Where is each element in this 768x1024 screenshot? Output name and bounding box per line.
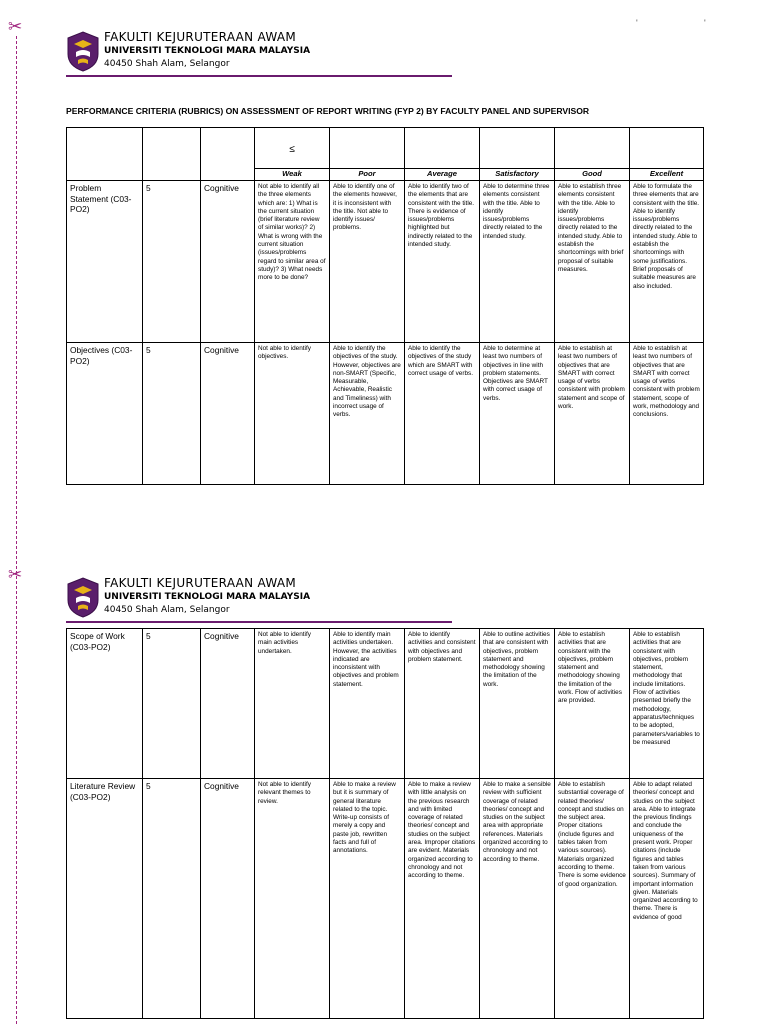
domain-cell: Cognitive bbox=[201, 181, 255, 343]
descriptor-satisfactory: Able to determine at least two numbers of objectives in line with problem statements. Objectives are SMART with correct usage of verbs. bbox=[480, 343, 555, 485]
university-address: 40450 Shah Alam, Selangor bbox=[104, 605, 230, 615]
scissors-icon: ✂ bbox=[8, 565, 23, 584]
criterion-cell: Scope of Work (C03-PO2) bbox=[67, 629, 143, 779]
domain-cell: Cognitive bbox=[201, 629, 255, 779]
letterhead bbox=[66, 30, 456, 82]
rubric-table-page-1 bbox=[66, 127, 704, 485]
table-row bbox=[67, 779, 704, 1019]
descriptor-excellent: Able to establish activities that are consistent with objectives, problem statement, methodology that include limitations. Flow of activities presented briefly the methodology, apparatus/techniques to be adopted, parameters/variables to be measured bbox=[630, 629, 704, 779]
criterion-cell: Objectives (C03-PO2) bbox=[67, 343, 143, 485]
header-cell bbox=[480, 128, 555, 169]
university-address: 40450 Shah Alam, Selangor bbox=[104, 59, 230, 69]
faculty-name: FAKULTI KEJURUTERAAN AWAM bbox=[104, 576, 297, 590]
table-header-row bbox=[67, 128, 704, 169]
descriptor-poor: Able to identify one of the elements however, it is inconsistent with the title. Not able to identify issues/ problems. bbox=[330, 181, 405, 343]
descriptor-excellent: Able to formulate the three elements that are consistent with the title. Able to identify issues/problems directly related to the intended study. Able to establish the shortcomings with some justifications. Brief proposals of suitable measures are also included. bbox=[630, 181, 704, 343]
descriptor-weak: Not able to identify objectives. bbox=[255, 343, 330, 485]
descriptor-poor: Able to make a review but it is summary of general literature related to the topic. Write-up consists of merely a copy and paste job, rewritten facts and full of annotations. bbox=[330, 779, 405, 1019]
descriptor-weak: Not able to identify main activities undertaken. bbox=[255, 629, 330, 779]
domain-cell: Cognitive bbox=[201, 343, 255, 485]
header-cell bbox=[405, 128, 480, 169]
document-title: PERFORMANCE CRITERIA (RUBRICS) ON ASSESSMENT OF REPORT WRITING (FYP 2) BY FACULTY PANEL AND SUPERVISOR bbox=[66, 106, 590, 116]
cut-line bbox=[16, 36, 17, 1024]
table-row bbox=[67, 629, 704, 779]
university-logo-icon bbox=[66, 30, 100, 72]
descriptor-weak: Not able to identify relevant themes to review. bbox=[255, 779, 330, 1019]
descriptor-weak: Not able to identify all the three elements which are: 1) What is the current situation (brief literature review of similar works)? 2) What is wrong with the current situation (issues/problems regard to similar area of study)? 3) What needs more to be done? bbox=[255, 181, 330, 343]
domain-cell: Cognitive bbox=[201, 779, 255, 1019]
descriptor-average: Able to identify the objectives of the study which are SMART with correct usage of verbs. bbox=[405, 343, 480, 485]
table-row bbox=[67, 343, 704, 485]
university-name: UNIVERSITI TEKNOLOGI MARA MALAYSIA bbox=[104, 592, 311, 602]
descriptor-satisfactory: Able to make a sensible review with sufficient coverage of related theories/ concept and studies on the subject area with appropriate references. Materials organized according to chronology and not according to theme. bbox=[480, 779, 555, 1019]
descriptor-excellent: Able to adapt related theories/ concept and studies on the subject area. Able to integrate the previous findings and conclude the uniqueness of the present work. Proper citations (include figures and tables taken from various sources). Summary of important information given. Materials organized according to theme. There is evidence of good bbox=[630, 779, 704, 1019]
level-weak: Weak bbox=[255, 169, 330, 181]
descriptor-good: Able to establish three elements consistent with the title. Able to identify issues/problems directly related to the intended study. Able to establish the shortcomings with brief proposal of suitable measures. bbox=[555, 181, 630, 343]
header-divider bbox=[66, 621, 452, 623]
mark-cell: 5 bbox=[143, 779, 201, 1019]
university-name: UNIVERSITI TEKNOLOGI MARA MALAYSIA bbox=[104, 46, 311, 56]
descriptor-poor: Able to identify main activities undertaken. However, the activities indicated are inconsistent with objectives and problem statement. bbox=[330, 629, 405, 779]
criterion-cell: Literature Review (C03-PO2) bbox=[67, 779, 143, 1019]
faculty-name: FAKULTI KEJURUTERAAN AWAM bbox=[104, 30, 297, 44]
mark-cell: 5 bbox=[143, 629, 201, 779]
mark-cell: 5 bbox=[143, 181, 201, 343]
descriptor-satisfactory: Able to outline activities that are consistent with objectives, problem statement and methodology showing the limitation of the work. bbox=[480, 629, 555, 779]
descriptor-good: Able to establish activities that are consistent with the objectives, problem statement and methodology showing the limitation of the work. Flow of activities are provided. bbox=[555, 629, 630, 779]
header-divider bbox=[66, 75, 452, 77]
descriptor-average: Able to identify two of the elements that are consistent with the title. There is evidence of issues/problems highlighted but indirectly related to the intended study. bbox=[405, 181, 480, 343]
descriptor-excellent: Able to establish at least two numbers of objectives that are SMART with correct usage of verbs consistent with problem statement, scope of work, methodology and conclusions. bbox=[630, 343, 704, 485]
header-cell-symbol: ≤ bbox=[255, 128, 330, 169]
level-good: Good bbox=[555, 169, 630, 181]
header-cell-mark bbox=[143, 128, 201, 181]
scissors-icon: ✂ bbox=[8, 17, 23, 36]
level-excellent: Excellent bbox=[630, 169, 704, 181]
level-poor: Poor bbox=[330, 169, 405, 181]
decorative-dot: ' bbox=[636, 18, 638, 28]
table-row bbox=[67, 181, 704, 343]
decorative-dot: ' bbox=[704, 18, 706, 28]
mark-cell: 5 bbox=[143, 343, 201, 485]
criterion-cell: Problem Statement (C03-PO2) bbox=[67, 181, 143, 343]
descriptor-satisfactory: Able to determine three elements consistent with the title. Able to identify issues/problems directly related to the intended study. bbox=[480, 181, 555, 343]
level-satisfactory: Satisfactory bbox=[480, 169, 555, 181]
university-logo-icon bbox=[66, 576, 100, 618]
descriptor-average: Able to identify activities and consistent with objectives and problem statement. bbox=[405, 629, 480, 779]
header-cell bbox=[630, 128, 704, 169]
descriptor-poor: Able to identify the objectives of the study. However, objectives are non-SMART (Specific, Measurable, Achievable, Realistic and Timeliness) with incorrect usage of verbs. bbox=[330, 343, 405, 485]
level-average: Average bbox=[405, 169, 480, 181]
rubric-table-page-2 bbox=[66, 628, 704, 1019]
header-cell bbox=[555, 128, 630, 169]
descriptor-average: Able to make a review with little analysis on the previous research and with limited coverage of related theories/ concept and studies on the subject area. Improper citations are evident. Materials organized according to chronology and not according to theme. bbox=[405, 779, 480, 1019]
header-cell-domain bbox=[201, 128, 255, 181]
descriptor-good: Able to establish at least two numbers of objectives that are SMART with correct usage of verbs consistent with problem statement and scope of work. bbox=[555, 343, 630, 485]
header-cell-criterion bbox=[67, 128, 143, 181]
letterhead bbox=[66, 576, 456, 628]
descriptor-good: Able to establish substantial coverage of related theories/ concept and studies on the subject area. Proper citations (include figures and tables taken from various sources). Materials organized according to theme. There is some evidence of good organization. bbox=[555, 779, 630, 1019]
header-cell bbox=[330, 128, 405, 169]
